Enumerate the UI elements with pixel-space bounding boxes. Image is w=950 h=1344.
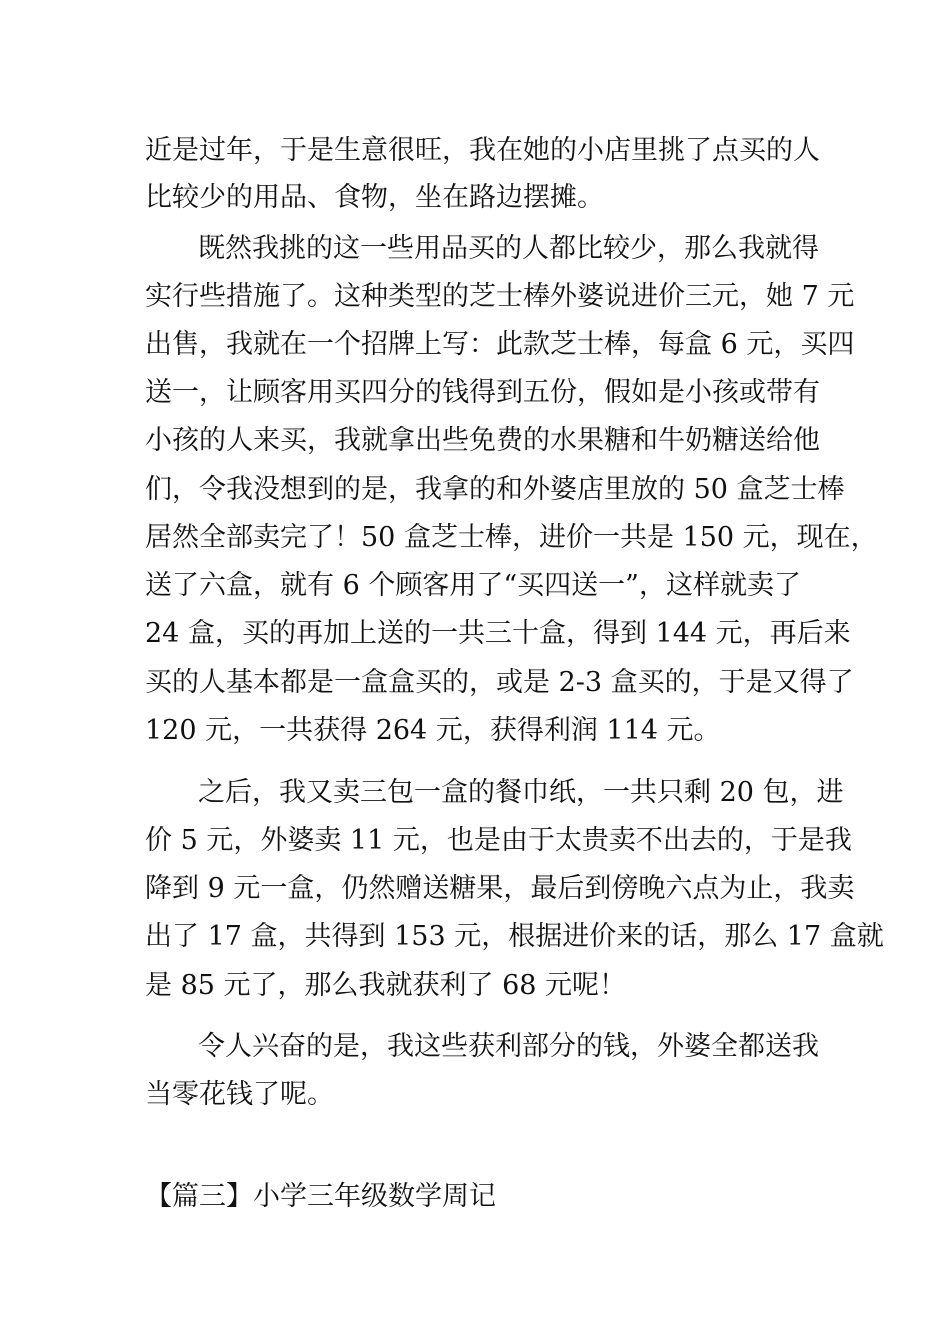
- text-line: 价 5 元，外婆卖 11 元，也是由于太贵卖不出去的，于是我: [145, 825, 852, 856]
- text-line: 实行些措施了。这种类型的芝士棒外婆说进价三元，她 7 元: [145, 281, 855, 312]
- text-line: 是 85 元了，那么我就获利了 68 元呢！: [145, 970, 627, 1001]
- text-line: 之后，我又卖三包一盒的餐巾纸，一共只剩 20 包，进: [198, 777, 844, 808]
- text-line: 近是过年，于是生意很旺，我在她的小店里挑了点买的人: [145, 135, 820, 166]
- text-line: 比较少的用品、食物，坐在路边摆摊。: [145, 182, 604, 213]
- text-line: 24 盒，买的再加上送的一共三十盒，得到 144 元，再后来: [145, 618, 851, 649]
- text-line: 居然全部卖完了！50 盒芝士棒，进价一共是 150 元，现在，: [145, 522, 878, 553]
- text-line: 令人兴奋的是，我这些获利部分的钱，外婆全都送我: [198, 1031, 819, 1062]
- text-line: 送了六盒，就有 6 个顾客用了“买四送一”，这样就卖了: [145, 570, 801, 601]
- text-line: 出售，我就在一个招牌上写：此款芝士棒，每盒 6 元，买四: [145, 329, 855, 360]
- text-line: 120 元，一共获得 264 元，获得利润 114 元。: [145, 715, 721, 746]
- text-line: 当零花钱了呢。: [145, 1079, 334, 1110]
- text-line: 小孩的人来买，我就拿出些免费的水果糖和牛奶糖送给他: [145, 425, 820, 456]
- section-heading: 【篇三】小学三年级数学周记: [145, 1181, 496, 1212]
- text-line: 既然我挑的这一些用品买的人都比较少，那么我就得: [198, 233, 819, 264]
- text-line: 出了 17 盒，共得到 153 元，根据进价来的话，那么 17 盒就: [145, 921, 884, 952]
- text-line: 买的人基本都是一盒盒买的，或是 2-3 盒买的，于是又得了: [145, 667, 854, 698]
- text-line: 们，令我没想到的是，我拿的和外婆店里放的 50 盒芝士棒: [145, 474, 845, 505]
- text-line: 送一，让顾客用买四分的钱得到五份，假如是小孩或带有: [145, 377, 820, 408]
- text-line: 降到 9 元一盒，仍然赠送糖果，最后到傍晚六点为止，我卖: [145, 873, 855, 904]
